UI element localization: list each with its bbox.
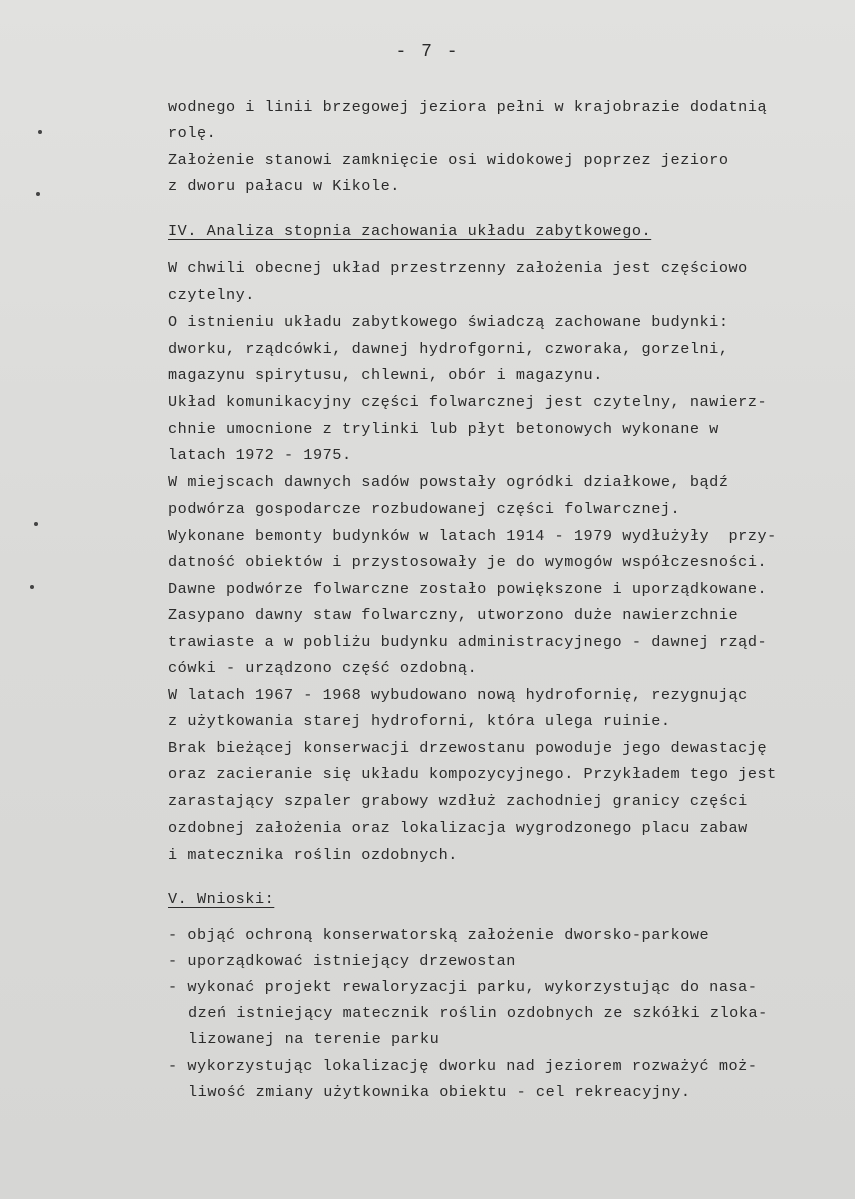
list-item-continuation: liwość zmiany użytkownika obiektu - cel rekreacyjny.: [188, 1083, 691, 1101]
text-line: z dworu pałacu w Kikole.: [168, 177, 400, 195]
text-line: ozdobnej założenia oraz lokalizacja wygrodzonego placu zabaw: [168, 819, 748, 837]
scan-speck: [36, 192, 40, 196]
list-item: - uporządkować istniejący drzewostan: [168, 952, 516, 970]
text-line: O istnieniu układu zabytkowego świadczą zachowane budynki:: [168, 313, 729, 331]
text-line: Dawne podwórze folwarczne zostało powiększone i uporządkowane.: [168, 580, 768, 598]
text-line: Układ komunikacyjny części folwarcznej jest czytelny, nawierz-: [168, 393, 768, 411]
section-heading-iv: IV. Analiza stopnia zachowania układu zabytkowego.: [168, 222, 652, 240]
text-line: magazynu spirytusu, chlewni, obór i magazynu.: [168, 366, 603, 384]
text-line: W latach 1967 - 1968 wybudowano nową hydrofornię, rezygnując: [168, 686, 748, 704]
text-line: podwórza gospodarcze rozbudowanej części folwarcznej.: [168, 500, 681, 518]
text-line: dworku, rządcówki, dawnej hydrofgorni, czworaka, gorzelni,: [168, 340, 729, 358]
section-heading-v: V. Wnioski:: [168, 890, 275, 908]
text-line: chnie umocnione z trylinki lub płyt betonowych wykonane w: [168, 420, 719, 438]
text-line: Zasypano dawny staw folwarczny, utworzono duże nawierzchnie: [168, 606, 739, 624]
text-line: cówki - urządzono część ozdobną.: [168, 659, 478, 677]
list-item: - wykorzystując lokalizację dworku nad jeziorem rozważyć moż-: [168, 1057, 758, 1075]
list-item: - objąć ochroną konserwatorską założenie dworsko-parkowe: [168, 926, 710, 944]
text-line: z użytkowania starej hydroforni, która ulega ruinie.: [168, 712, 671, 730]
text-line: W chwili obecnej układ przestrzenny założenia jest częściowo: [168, 259, 748, 277]
text-line: i matecznika roślin ozdobnych.: [168, 846, 458, 864]
text-line: latach 1972 - 1975.: [168, 446, 352, 464]
text-line: Założenie stanowi zamknięcie osi widokowej poprzez jezioro: [168, 151, 729, 169]
scan-speck: [34, 522, 38, 526]
text-line: czytelny.: [168, 286, 255, 304]
list-item: - wykonać projekt rewaloryzacji parku, wykorzystując do nasa-: [168, 978, 758, 996]
list-item-continuation: dzeń istniejący matecznik roślin ozdobnych ze szkółki zloka-: [188, 1004, 768, 1022]
text-line: wodnego i linii brzegowej jeziora pełni w krajobrazie dodatnią: [168, 98, 768, 116]
text-line: trawiaste a w pobliżu budynku administracyjnego - dawnej rząd-: [168, 633, 768, 651]
page-number: - 7 -: [395, 42, 460, 62]
text-line: Brak bieżącej konserwacji drzewostanu powoduje jego dewastację: [168, 739, 768, 757]
text-line: Wykonane bemonty budynków w latach 1914 - 1979 wydłużyły przy-: [168, 527, 777, 545]
scan-speck: [30, 585, 34, 589]
text-line: zarastający szpaler grabowy wzdłuż zachodniej granicy części: [168, 792, 748, 810]
scan-speck: [38, 130, 42, 134]
text-line: W miejscach dawnych sadów powstały ogródki działkowe, bądź: [168, 473, 729, 491]
list-item-continuation: lizowanej na terenie parku: [188, 1030, 440, 1048]
text-line: rolę.: [168, 124, 217, 142]
text-line: oraz zacieranie się układu kompozycyjnego. Przykładem tego jest: [168, 765, 777, 783]
text-line: datność obiektów i przystosowały je do wymogów współczesności.: [168, 553, 768, 571]
